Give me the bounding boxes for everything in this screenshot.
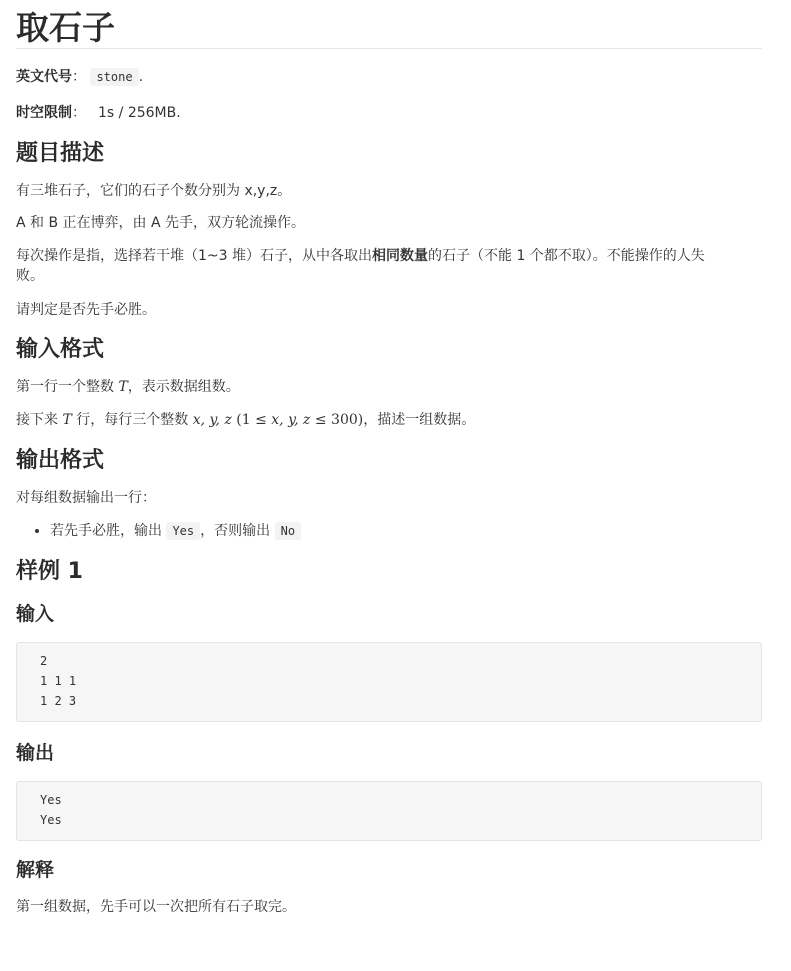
page-title: 取石子	[16, 0, 762, 49]
description-paragraph-4: 请判定是否先手必胜。	[16, 302, 156, 318]
math-constraint-open: (1 ≤	[231, 412, 272, 428]
sample-output-line: Yes	[40, 813, 62, 827]
explanation-text: 第一组数据，先手可以一次把所有石子取完。	[16, 899, 296, 915]
output-bullet-pre: 若先手必胜，输出	[50, 523, 167, 539]
sample-input-line: 1 2 3	[40, 694, 77, 708]
output-bullet-mid: ，否则输出	[200, 523, 275, 539]
math-constraint-close: ≤ 300)	[310, 412, 364, 428]
description-paragraph-1: 有三堆石子，它们的石子个数分别为 x,y,z。	[16, 183, 292, 199]
time-space-limit-separator: ：	[72, 105, 86, 121]
explanation-heading: 解释	[16, 859, 55, 881]
description-heading: 题目描述	[16, 141, 105, 166]
input-format-line-2	[16, 410, 762, 430]
no-code: No	[275, 522, 301, 540]
input-format-l2-post: ，描述一组数据。	[363, 412, 476, 428]
list-item	[50, 521, 762, 541]
output-format-heading: 输出格式	[16, 448, 105, 473]
time-space-limit-label: 时空限制	[16, 105, 72, 121]
input-format-l2-pre: 接下来	[16, 412, 63, 428]
description-paragraph-2: A 和 B 正在博弈，由 A 先手，双方轮流操作。	[16, 215, 306, 231]
english-code-row	[16, 67, 762, 87]
input-format-line-1	[16, 377, 762, 397]
input-format-l2-mid: 行，每行三个整数	[71, 412, 193, 428]
time-space-limit-value: 1s / 256MB.	[98, 105, 181, 121]
description-p3-bold: 相同数量	[372, 248, 428, 264]
input-format-heading: 输入格式	[16, 337, 105, 362]
math-var-t-2: T	[62, 412, 72, 428]
output-format-intro: 对每组数据输出一行：	[16, 490, 156, 506]
math-var-t: T	[118, 379, 128, 395]
sample-heading: 样例 1	[16, 559, 83, 584]
english-code-value: stone	[90, 68, 138, 86]
english-code-label: 英文代号	[16, 69, 72, 85]
time-space-limit-row	[16, 103, 762, 123]
sample-output-heading: 输出	[16, 742, 55, 764]
description-p3-pre: 每次操作是指，选择若干堆（1~3 堆）石子，从中各取出	[16, 248, 372, 264]
english-code-end: .	[138, 69, 144, 85]
input-format-l1-pre: 第一行一个整数	[16, 379, 119, 395]
description-paragraph-3	[16, 246, 762, 286]
sample-input-line: 1 1 1	[40, 674, 77, 688]
description-p3-post: 的石子（不能 1 个都不取）。不能操作的人失	[428, 248, 705, 264]
sample-output-block	[16, 781, 762, 841]
sample-input-heading: 输入	[16, 603, 55, 625]
description-p3-line2: 败。	[16, 268, 44, 284]
sample-output-line: Yes	[40, 793, 62, 807]
sample-input-line: 2	[40, 654, 48, 668]
output-format-list	[16, 521, 762, 541]
math-constraint-vars: x, y, z	[271, 412, 311, 428]
yes-code: Yes	[166, 522, 200, 540]
sample-input-block	[16, 642, 762, 722]
math-vars-xyz: x, y, z	[192, 412, 232, 428]
input-format-l1-post: ，表示数据组数。	[127, 379, 240, 395]
english-code-separator: ：	[72, 69, 86, 85]
